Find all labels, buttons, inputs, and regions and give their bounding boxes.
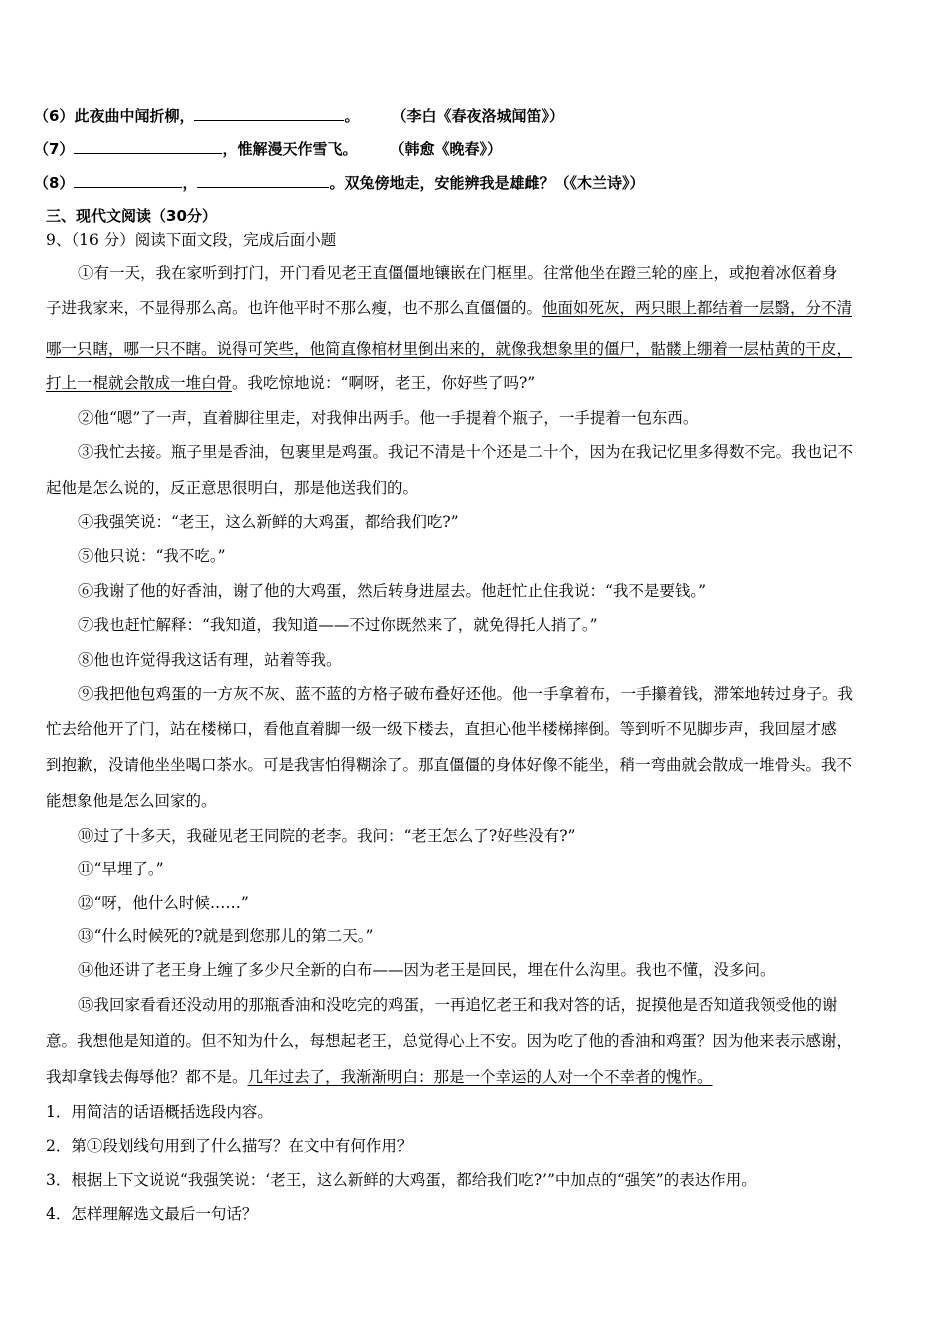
p1-plain-text: 子进我家来，不显得那么高。也许他平时不那么瘦，也不那么直僵僵的。	[46, 299, 543, 317]
q6-number: （6）	[34, 107, 75, 125]
fill-in-q8	[34, 171, 644, 193]
section-title: 三、现代文阅读（30分）	[46, 207, 217, 225]
passage-p1-line3: 哪一只瞎，哪一只不瞎。说得可笑些，他简直像棺材里倒出来的，就像我想象里的僵尸，骷髅上绷着一层枯黄的干皮，	[46, 340, 853, 358]
passage-p1-line1: ①有一天，我在家听到打门，开门看见老王直僵僵地镶嵌在门框里。往常他坐在蹬三轮的座上，或抱着冰伛着身	[78, 264, 838, 282]
q6-blank[interactable]	[194, 104, 344, 121]
q8-blank-2[interactable]	[197, 171, 329, 188]
passage-p4: ④我强笑说：“老王，这么新鲜的大鸡蛋，都给我们吃?”	[78, 513, 459, 531]
p15-underlined-text: 几年过去了，我渐渐明白：那是一个幸运的人对一个不幸者的愧怍。	[247, 1068, 713, 1086]
passage-p2: ②他“嗯”了一声，直着脚往里走，对我伸出两手。他一手提着个瓶子，一手提着一包东西。	[78, 409, 699, 427]
q7-text: ，惟解漫天作雪飞。	[222, 140, 358, 158]
fill-in-q7	[34, 137, 502, 159]
passage-p3-line2: 起他是怎么说的，反正意思很明白，那是他送我们的。	[46, 479, 419, 497]
passage-p15-line2: 意。我想他是知道的。但不知为什么，每想起老王，总觉得心上不安。因为吃了他的香油和鸡蛋？因为他来表示感谢，	[46, 1032, 853, 1050]
q9-intro: 9、（16 分）阅读下面文段，完成后面小题	[46, 231, 337, 249]
p1-underlined-text: 他面如死灰，两只眼上都结着一层翳，分不清	[542, 299, 853, 317]
passage-p12: ⑫“呀，他什么时候……”	[78, 894, 249, 912]
passage-p8: ⑧他也许觉得我这话有理，站着等我。	[78, 651, 342, 669]
q8-number: （8）	[34, 174, 75, 192]
passage-p7: ⑦我也赶忙解释：“我知道，我知道——不过你既然来了，就免得托人捎了。”	[78, 616, 598, 634]
passage-p1-line4	[46, 373, 535, 393]
passage-p14: ⑭他还讲了老王身上缠了多少尺全新的白布——因为老王是回民，埋在什么沟里。我也不懂，没多问。	[78, 961, 776, 979]
passage-p10: ⑩过了十多天，我碰见老王同院的老李。我问：“老王怎么了?好些没有?”	[78, 827, 576, 845]
question-3: 3．根据上下文说说“我强笑说：‘老王，这么新鲜的大鸡蛋，都给我们吃?’”中加点的“强笑”的表达作用。	[46, 1171, 757, 1189]
passage-p9-line4: 能想象他是怎么回家的。	[46, 792, 217, 810]
q8-comma: ，	[182, 174, 198, 192]
passage-p11: ⑪“早埋了。”	[78, 860, 164, 878]
passage-p5: ⑤他只说：“我不吃。”	[78, 547, 226, 565]
passage-p15-line3	[46, 1067, 713, 1087]
q8-text: 。双兔傍地走，安能辨我是雄雌？	[329, 174, 555, 192]
question-2: 2．第①段划线句用到了什么描写？在文中有何作用？	[46, 1137, 413, 1155]
p1-underlined-end: 打上一棍就会散成一堆白骨	[46, 374, 233, 392]
passage-p9-line1: ⑨我把他包鸡蛋的一方灰不灰、蓝不蓝的方格子破布叠好还他。他一手拿着布，一手攥着钱，滞笨地转过身子。我	[78, 685, 854, 703]
q8-source: （《木兰诗》）	[554, 174, 645, 192]
passage-p1-line2	[46, 298, 852, 318]
q8-blank-1[interactable]	[74, 171, 182, 188]
passage-p9-line2: 忙去给他开了门，站在楼梯口，看他直着脚一级一级下楼去，直担心他半楼梯摔倒。等到听不见脚步声，我回屋才感	[46, 720, 837, 738]
q7-number: （7）	[34, 140, 75, 158]
q7-blank[interactable]	[74, 137, 222, 154]
question-1: 1．用简洁的话语概括选段内容。	[46, 1103, 273, 1121]
question-4: 4．怎样理解选文最后一句话？	[46, 1205, 258, 1223]
passage-p9-line3: 到抱歉，没请他坐坐喝口茶水。可是我害怕得糊涂了。那直僵僵的身体好像不能坐，稍一弯曲就会散成一堆骨头。我不	[46, 756, 853, 774]
passage-p15-line1: ⑮我回家看看还没动用的那瓶香油和没吃完的鸡蛋，一再追忆老王和我对答的话，捉摸他是否知道我领受他的谢	[78, 996, 838, 1014]
q6-text: 此夜曲中闻折柳，	[74, 107, 195, 125]
passage-p6: ⑥我谢了他的好香油，谢了他的大鸡蛋，然后转身进屋去。他赶忙止住我说：“我不是要钱。”	[78, 582, 707, 600]
q7-source: （韩愈《晚春》）	[389, 140, 502, 158]
passage-p13: ⑬“什么时候死的?就是到您那儿的第二天。”	[78, 927, 374, 945]
passage-p3-line1: ③我忙去接。瓶子里是香油，包裹里是鸡蛋。我记不清是十个还是二十个，因为在我记忆里多得数不完。我也记不	[78, 443, 854, 461]
q6-end: 。	[344, 107, 360, 125]
q6-source: （李白《春夜洛城闻笛》）	[391, 107, 564, 125]
fill-in-q6	[34, 104, 564, 126]
p1-dialogue: 。我吃惊地说：“啊呀，老王，你好些了吗?”	[232, 374, 536, 392]
p15-plain-text: 我却拿钱去侮辱他？都不是。	[46, 1068, 248, 1086]
